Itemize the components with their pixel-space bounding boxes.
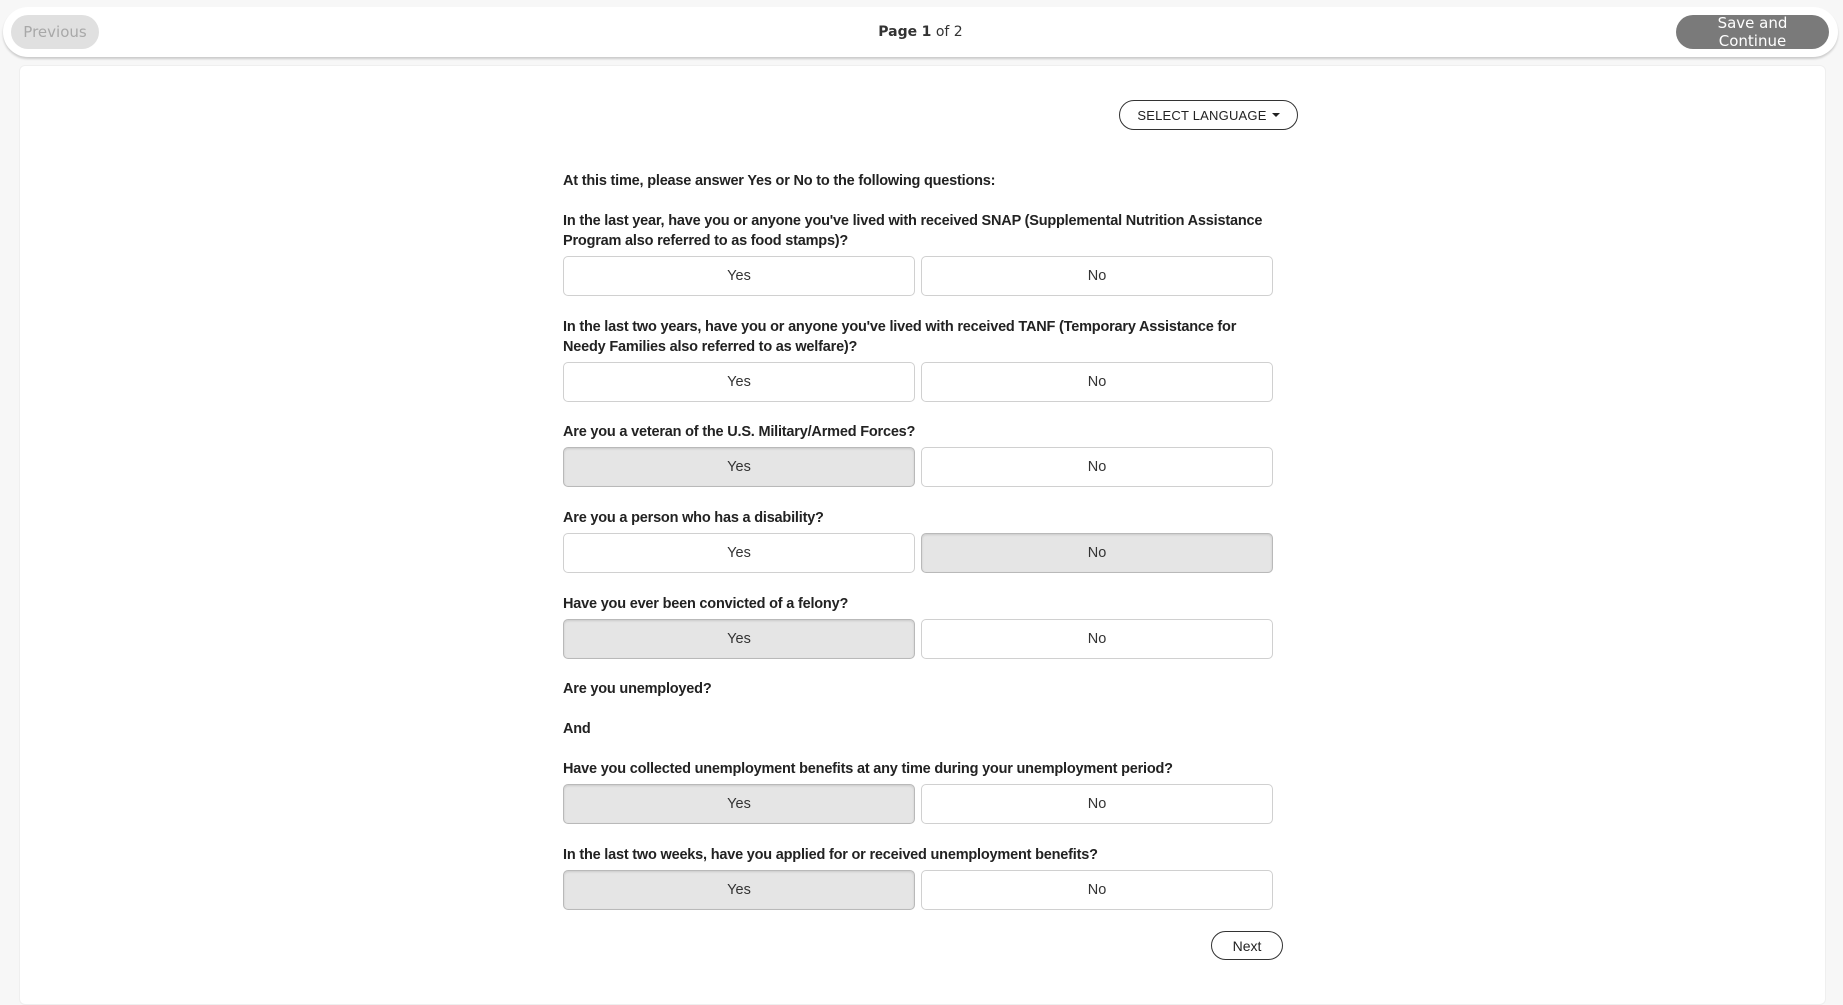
previous-button[interactable]: Previous [11, 15, 99, 49]
no-button[interactable]: No [921, 362, 1273, 402]
question-unemployment-benefits: Have you collected unemployment benefits at any time during your unemployment period? [563, 761, 1173, 777]
question-snap: In the last year, have you or anyone you've lived with received SNAP (Supplemental Nutrition Assistance Program also referred to as food stamps)? [563, 213, 1263, 249]
no-button[interactable]: No [921, 256, 1273, 296]
unemployed-heading: Are you unemployed? [563, 681, 712, 697]
question-disability: Are you a person who has a disability? [563, 510, 824, 526]
select-language-button[interactable] [1119, 100, 1298, 130]
question-two-weeks: In the last two weeks, have you applied for or received unemployment benefits? [563, 847, 1098, 863]
page-of: of [935, 24, 950, 40]
select-language-label: SELECT LANGUAGE [1137, 107, 1267, 123]
no-button[interactable]: No [921, 533, 1273, 573]
answer-group-tanf [563, 362, 1273, 402]
answer-group-veteran [563, 447, 1273, 487]
question-tanf: In the last two years, have you or anyone you've lived with received TANF (Temporary Assistance for Needy Families also referred to as welfare)? [563, 319, 1237, 355]
intro-text: At this time, please answer Yes or No to the following questions: [563, 173, 996, 189]
yes-button[interactable]: Yes [563, 870, 915, 910]
no-button[interactable]: No [921, 619, 1273, 659]
page-indicator [3, 7, 1838, 57]
answer-group-disability [563, 533, 1273, 573]
page-label: Page [878, 24, 918, 40]
question-veteran: Are you a veteran of the U.S. Military/Armed Forces? [563, 424, 916, 440]
answer-group-felony [563, 619, 1273, 659]
yes-button[interactable]: Yes [563, 619, 915, 659]
and-label: And [563, 721, 591, 737]
yes-button[interactable]: Yes [563, 256, 915, 296]
page-current: 1 [921, 24, 932, 40]
save-and-continue-button[interactable]: Save and Continue [1676, 15, 1829, 49]
caret-down-icon [1272, 113, 1280, 117]
question-felony: Have you ever been convicted of a felony? [563, 596, 849, 612]
answer-group-two-weeks [563, 870, 1273, 910]
yes-button[interactable]: Yes [563, 362, 915, 402]
page-total: 2 [953, 24, 963, 40]
yes-button[interactable]: Yes [563, 447, 915, 487]
yes-button[interactable]: Yes [563, 533, 915, 573]
answer-group-snap [563, 256, 1273, 296]
answer-group-unemployment-benefits [563, 784, 1273, 824]
no-button[interactable]: No [921, 784, 1273, 824]
no-button[interactable]: No [921, 447, 1273, 487]
no-button[interactable]: No [921, 870, 1273, 910]
yes-button[interactable]: Yes [563, 784, 915, 824]
next-button[interactable]: Next [1211, 931, 1283, 960]
navigation-bar [3, 7, 1838, 57]
